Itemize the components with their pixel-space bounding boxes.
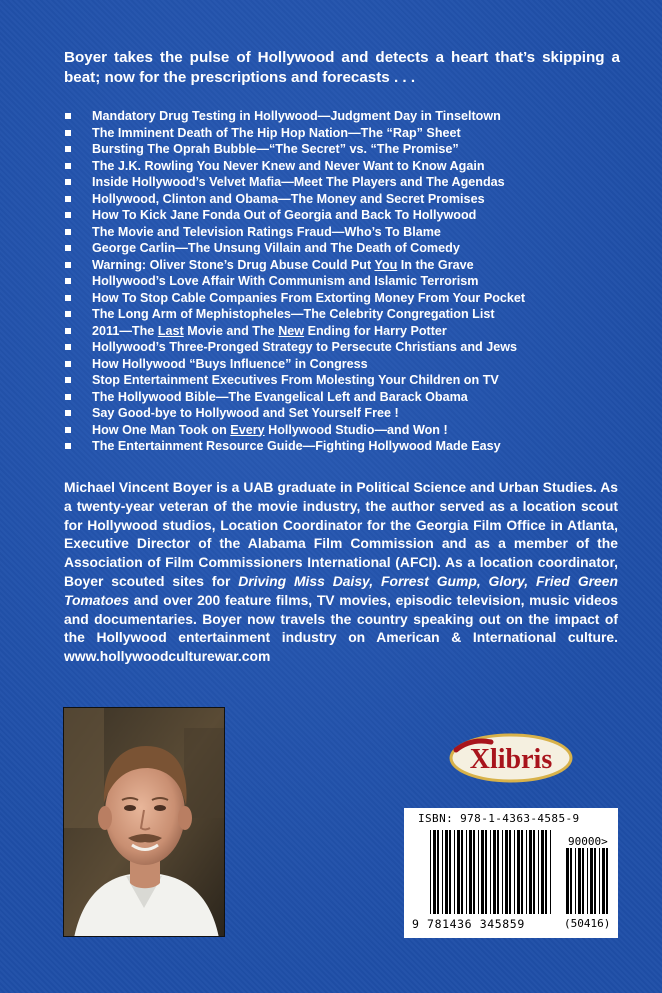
bullet-square-icon — [65, 377, 71, 383]
topic-item — [64, 174, 624, 191]
topic-item — [64, 240, 624, 257]
topic-text: Say Good-bye to Hollywood and Set Yourself Free ! — [92, 406, 399, 420]
bullet-square-icon — [65, 163, 71, 169]
topic-item — [64, 323, 624, 340]
topic-text: Ending for Harry Potter — [304, 323, 447, 338]
publisher-name: Xlibris — [469, 744, 553, 775]
topic-text: Movie and The — [183, 323, 279, 338]
bullet-square-icon — [65, 278, 71, 284]
topic-text: The Hollywood Bible—The Evangelical Left and Barack Obama — [92, 389, 468, 404]
topic-text: The J.K. Rowling You Never Knew and Never Want to Know Again — [92, 158, 485, 173]
bullet-square-icon — [65, 229, 71, 235]
topic-text: The Imminent Death of The Hip Hop Nation—The “Rap” Sheet — [92, 125, 461, 140]
intro-text: Boyer takes the pulse of Hollywood and detects a heart that’s skipping a beat; now for the prescriptions and forecasts . . . — [64, 49, 620, 86]
topic-text: 2011—The — [92, 323, 158, 338]
topic-item — [64, 224, 624, 241]
bullet-square-icon — [65, 361, 71, 367]
bullet-square-icon — [65, 427, 71, 433]
topic-text: Hollywood Studio—and Won ! — [264, 422, 448, 437]
bullet-square-icon — [65, 146, 71, 152]
topic-item — [64, 405, 624, 422]
topic-item — [64, 191, 624, 208]
bullet-square-icon — [65, 328, 71, 334]
publisher-logo — [446, 730, 576, 786]
bullet-square-icon — [65, 394, 71, 400]
bullet-square-icon — [65, 179, 71, 185]
topic-emphasis: New — [278, 323, 305, 338]
topic-text: The Movie and Television Ratings Fraud—Who’s To Blame — [92, 224, 441, 239]
topic-item — [64, 290, 624, 307]
topic-item — [64, 389, 624, 406]
barcode-price-digits: (50416) — [564, 917, 611, 930]
topic-text: Stop Entertainment Executives From Molesting Your Children on TV — [92, 373, 499, 387]
xlibris-logo-icon — [446, 730, 576, 786]
topic-text: George Carlin—The Unsung Villain and The Death of Comedy — [92, 241, 460, 255]
topic-item — [64, 356, 624, 373]
bullet-square-icon — [65, 410, 71, 416]
bullet-square-icon — [65, 344, 71, 350]
topic-text: Warning: Oliver Stone’s Drug Abuse Could Put — [92, 257, 375, 272]
bio-film-titles: Driving Miss Daisy, Forrest Gump, Glory, Fried Green Tomatoes — [64, 572, 618, 608]
topic-item — [64, 306, 624, 323]
bullet-square-icon — [65, 245, 71, 251]
topic-text: Hollywood, Clinton and Obama—The Money and Secret Promises — [92, 191, 485, 206]
topic-emphasis: Last — [157, 323, 184, 338]
topic-text: How Hollywood “Buys Influence” in Congress — [92, 356, 368, 371]
bullet-square-icon — [65, 130, 71, 136]
topic-emphasis: Every — [230, 422, 265, 437]
topic-text: Mandatory Drug Testing in Hollywood—Judgment Day in Tinseltown — [92, 109, 501, 123]
author-photo — [63, 707, 225, 937]
topic-text: Hollywood’s Three-Pronged Strategy to Persecute Christians and Jews — [92, 340, 518, 354]
topic-item — [64, 207, 624, 224]
bullet-square-icon — [65, 295, 71, 301]
topic-text: The Entertainment Resource Guide—Fighting Hollywood Made Easy — [92, 439, 501, 453]
topic-item — [64, 438, 624, 455]
topic-item — [64, 273, 624, 290]
author-portrait-illustration — [64, 708, 225, 937]
topic-text: The Long Arm of Mephistopheles—The Celebrity Congregation List — [92, 307, 495, 321]
bullet-square-icon — [65, 113, 71, 119]
bullet-square-icon — [65, 196, 71, 202]
bullet-square-icon — [65, 443, 71, 449]
bio-text: Michael Vincent Boyer is a UAB graduate in Political Science and Urban Studies. As a twenty-year veteran of the movie industry, the author served as a location scout for Hollywood studios, Location Coordinator for the Georgia Film Office in Atlanta, Executive Director of the Alabama Film Commission and as a member of the Association of Film Commissioners International (AFCI). As a location coordinator, Boyer scouted sites for — [64, 479, 618, 589]
topic-text: Bursting The Oprah Bubble—“The Secret” vs. “The Promise” — [92, 142, 459, 156]
topic-item — [64, 339, 624, 356]
bullet-square-icon — [65, 311, 71, 317]
topic-item — [64, 125, 624, 142]
topic-text: How One Man Took on — [92, 422, 231, 437]
author-bio — [64, 478, 618, 666]
topic-list — [64, 108, 624, 455]
topic-text: How To Stop Cable Companies From Extorting Money From Your Pocket — [92, 290, 526, 305]
barcode-addon-digits: 90000> — [568, 835, 608, 848]
bio-text-end: and over 200 feature films, TV movies, episodic television, music videos and documentaries. Boyer now travels the country speaking out on the impact of the Hollywood entertainment industry on American & International culture. www.hollywoodculturewar.com — [64, 591, 618, 665]
topic-text: Inside Hollywood’s Velvet Mafia—Meet The Players and The Agendas — [92, 175, 505, 189]
topic-item — [64, 108, 624, 125]
topic-text: In the Grave — [397, 257, 474, 272]
topic-item — [64, 158, 624, 175]
isbn-barcode — [404, 808, 618, 938]
topic-item — [64, 422, 624, 439]
isbn-label: ISBN: 978-1-4363-4585-9 — [418, 812, 580, 825]
topic-text: How To Kick Jane Fonda Out of Georgia and Back To Hollywood — [92, 208, 477, 222]
topic-text: Hollywood’s Love Affair With Communism and Islamic Terrorism — [92, 274, 479, 288]
bullet-square-icon — [65, 262, 71, 268]
bullet-square-icon — [65, 212, 71, 218]
topic-item — [64, 141, 624, 158]
barcode-digits: 9 781436 345859 — [412, 917, 525, 931]
topic-item — [64, 372, 624, 389]
topic-emphasis: You — [374, 257, 398, 272]
topic-item — [64, 257, 624, 274]
